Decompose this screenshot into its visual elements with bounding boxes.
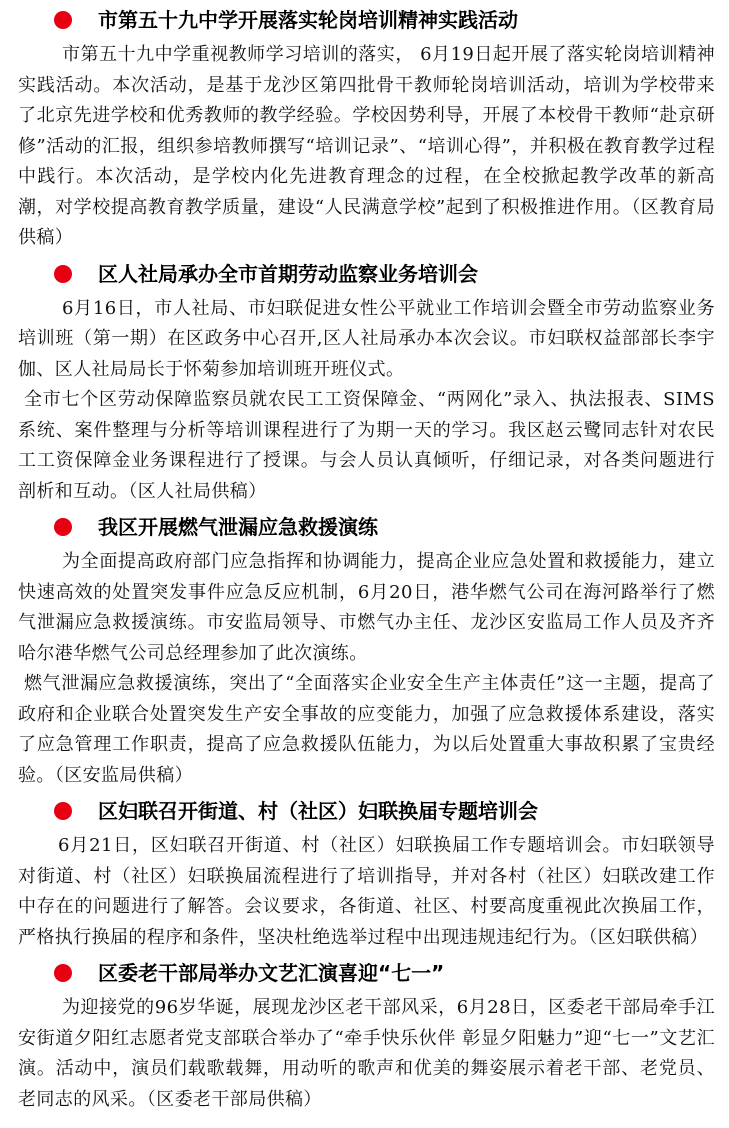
article-title-text: 区委老干部局举办文艺汇演喜迎“七一”	[98, 961, 445, 985]
article-title-text: 区妇联召开街道、村（社区）妇联换届专题培训会	[98, 799, 538, 823]
bullet-icon	[54, 802, 72, 820]
article-title	[0, 254, 729, 294]
article-title	[0, 0, 729, 40]
bullet-icon	[54, 265, 72, 283]
article-paragraph: 6月21日，区妇联召开街道、村（社区）妇联换届工作专题培训会。市妇联领导对街道、村（社区）妇联换届流程进行了培训指导，并对各村（社区）妇联改建工作中存在的问题进行了解答。会议要求，各街道、社区、村要高度重视此次换届工作，严格执行换届的程序和条件，坚决杜绝选举过程中出现违规违纪行为。（区妇联供稿）	[18, 835, 715, 948]
article-5	[0, 953, 729, 1115]
article-1	[0, 0, 729, 254]
article-title-text: 区人社局承办全市首期劳动监察业务培训会	[98, 261, 478, 286]
article-title-text: 我区开展燃气泄漏应急救援演练	[98, 515, 378, 539]
article-title	[0, 953, 729, 993]
article-3	[0, 507, 729, 791]
bullet-icon	[54, 964, 72, 982]
article-paragraph: 为全面提高政府部门应急指挥和协调能力，提高企业应急处置和救援能力，建立快速高效的处置突发事件应急反应机制，6月20日，港华燃气公司在海河路举行了燃气泄漏应急救援演练。市安监局领导、市燃气办主任、龙沙区安监局工作人员及齐齐哈尔港华燃气公司总经理参加了此次演练。	[18, 551, 715, 664]
article-title	[0, 507, 729, 547]
article-paragraph: 燃气泄漏应急救援演练，突出了“全面落实企业安全生产主体责任”这一主题，提高了政府和企业联合处置突发生产安全事故的应变能力，加强了应急救援体系建设，落实了应急管理工作职责，提高了应急救援队伍能力，为以后处置重大事故积累了宝贵经验。（区安监局供稿）	[18, 673, 715, 786]
article-4	[0, 791, 729, 953]
bullet-icon	[54, 11, 72, 29]
article-2	[0, 254, 729, 508]
bullet-icon	[54, 518, 72, 536]
article-title-text: 市第五十九中学开展落实轮岗培训精神实践活动	[98, 8, 518, 32]
article-paragraph: 全市七个区劳动保障监察员就农民工工资保障金、“两网化”录入、执法报表、SIMS系统、案件整理与分析等培训课程进行了为期一天的学习。我区赵云鹭同志针对农民工工资保障金业务课程进行了授课。与会人员认真倾听，仔细记录，对各类问题进行剖析和互动。（区人社局供稿）	[18, 389, 715, 502]
article-title	[0, 791, 729, 831]
article-paragraph: 6月16日，市人社局、市妇联促进女性公平就业工作培训会暨全市劳动监察业务培训班（第一期）在区政务中心召开,区人社局承办本次会议。市妇联权益部部长李宇伽、区人社局局长于怀菊参加培训班开班仪式。	[18, 297, 715, 380]
article-paragraph: 市第五十九中学重视教师学习培训的落实， 6月19日起开展了落实轮岗培训精神实践活动。本次活动，是基于龙沙区第四批骨干教师轮岗培训活动，培训为学校带来了北京先进学校和优秀教师的教学经验。学校因势利导，开展了本校骨干教师“赴京研修”活动的汇报，组织参培教师撰写“培训记录”、“培训心得”，并积极在教育教学过程中践行。本次活动，是学校内化先进教育理念的过程，在全校掀起教学改革的新高潮，对学校提高教育教学质量，建设“人民满意学校”起到了积极推进作用。（区教育局供稿）	[18, 44, 715, 248]
article-paragraph: 为迎接党的96岁华诞，展现龙沙区老干部风采，6月28日，区委老干部局牵手江安街道夕阳红志愿者党支部联合举办了“牵手快乐伙伴 彰显夕阳魅力”迎“七一”文艺汇演。活动中，演员们载歌载舞，用动听的歌声和优美的舞姿展示着老干部、老党员、老同志的风采。（区委老干部局供稿）	[18, 997, 715, 1110]
